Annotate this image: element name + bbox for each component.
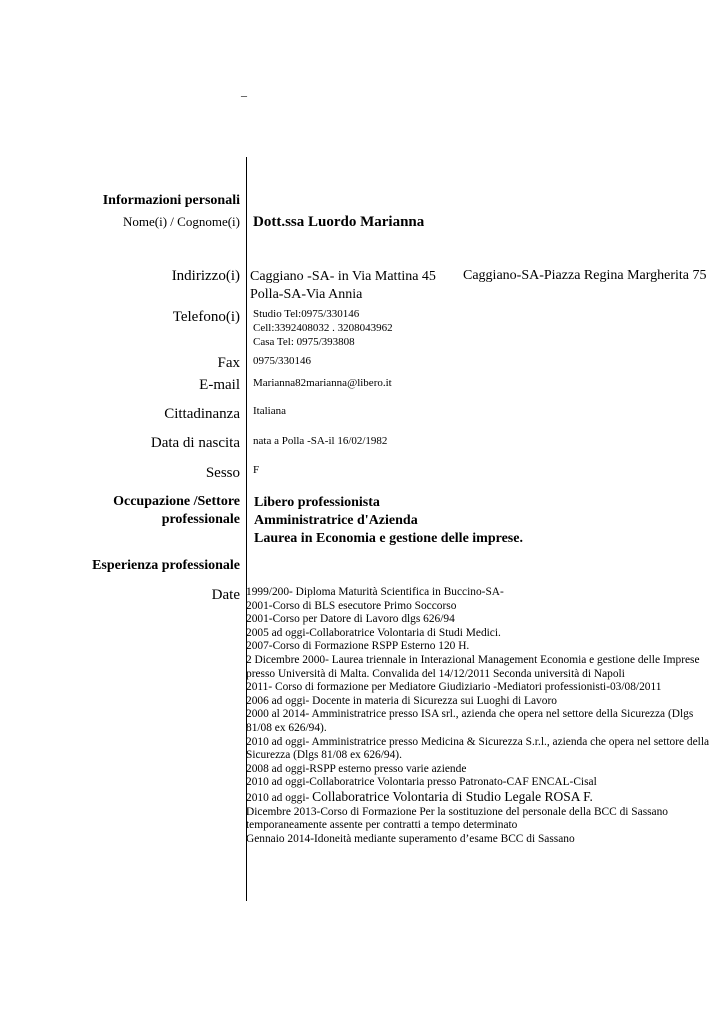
value-address-3: Polla-SA-Via Annia — [250, 287, 363, 302]
experience-item: Gennaio 2014-Idoneità mediante superamento d’esame BCC di Sassano — [246, 832, 575, 845]
occupation-item: Laurea in Economia e gestione delle imprese. — [254, 531, 523, 546]
experience-item: 1999/200- Diploma Maturità Scientifica in Buccino-SA- — [246, 586, 504, 598]
label-sex: Sesso — [205, 465, 240, 481]
top-mark: – — [241, 88, 247, 102]
section-experience: Esperienza professionale — [92, 558, 240, 573]
experience-list — [246, 586, 721, 846]
value-birth-date: nata a Polla -SA-il 16/02/1982 — [253, 435, 388, 447]
value-email: Marianna82marianna@libero.it — [253, 377, 392, 389]
experience-item-text: Collaboratrice Volontaria di Studio Legale ROSA F. — [312, 789, 593, 804]
experience-item: 2007-Corso di Formazione RSPP Esterno 120 H. — [246, 640, 470, 653]
experience-item: 2001-Corso di BLS esecutore Primo Soccorso — [246, 599, 457, 612]
label-fax: Fax — [217, 355, 240, 371]
experience-item: 2006 ad oggi- Docente in materia di Sicurezza sui Luoghi di Lavoro — [246, 694, 557, 707]
experience-item: 2 Dicembre 2000- Laurea triennale in Interazional Management Economia e gestione delle Imprese presso Università di Malta. Convalida del 14/12/2011 Seconda università di Napoli — [246, 653, 700, 680]
experience-item: 2000 al 2014- Amministratrice presso ISA srl., azienda che opera nel settore della Sicurezza (Dlgs 81/08 ex 626/94). — [246, 708, 694, 734]
experience-item: 2011- Corso di formazione per Mediatore Giudiziario -Mediatori professionisti-03/08/2011 — [246, 681, 662, 694]
label-citizenship: Cittadinanza — [164, 406, 240, 422]
experience-item: 2001-Corso per Datore di Lavoro dlgs 626/94 — [246, 613, 455, 626]
label-email: E-mail — [199, 377, 240, 393]
value-name: Dott.ssa Luordo Marianna — [253, 214, 425, 230]
value-sex: F — [253, 464, 260, 476]
occupation-item: Libero professionista — [254, 495, 380, 510]
value-phone-3: Casa Tel: 0975/393808 — [253, 336, 355, 348]
value-phone-1: Studio Tel:0975/330146 — [253, 308, 360, 320]
label-occupation-2: professionale — [161, 512, 240, 527]
label-name: Nome(i) / Cognome(i) — [123, 214, 240, 229]
experience-item: 2010 ad oggi-Collaboratrice Volontaria presso Patronato-CAF ENCAL-Cisal — [246, 776, 597, 789]
occupation-item: Amministratrice d'Azienda — [254, 513, 418, 528]
value-fax: 0975/330146 — [253, 355, 312, 367]
label-birth-date: Data di nascita — [150, 435, 240, 451]
label-occupation-1: Occupazione /Settore — [113, 494, 240, 509]
experience-item: 2005 ad oggi-Collaboratrice Volontaria di Studi Medici. — [246, 626, 501, 639]
experience-item: 2010 ad oggi- Amministratrice presso Medicina & Sicurezza S.r.l., azienda che opera nel settore della Sicurezza (Dlgs 81/08 ex 626/94). — [246, 735, 710, 762]
value-citizenship: Italiana — [253, 405, 286, 417]
section-personal-info: Informazioni personali — [102, 193, 240, 208]
value-address-1: Caggiano -SA- in Via Mattina 45 — [250, 269, 436, 284]
value-phone-2: Cell:3392408032 . 3208043962 — [253, 322, 393, 334]
experience-item: 2008 ad oggi-RSPP esterno presso varie aziende — [246, 762, 467, 775]
experience-item: Dicembre 2013-Corso di Formazione Per la sostituzione del personale della BCC di Sassano temporaneamente assente per contratti a tempo determinato — [246, 805, 669, 832]
label-phone: Telefono(i) — [172, 309, 240, 325]
experience-item — [246, 790, 721, 806]
occupation-list — [254, 494, 523, 548]
value-address-2: Caggiano-SA-Piazza Regina Margherita 75 — [463, 268, 707, 283]
experience-item-date: 2010 ad oggi- — [246, 791, 313, 804]
label-date: Date — [211, 587, 240, 603]
label-address: Indirizzo(i) — [171, 268, 240, 284]
